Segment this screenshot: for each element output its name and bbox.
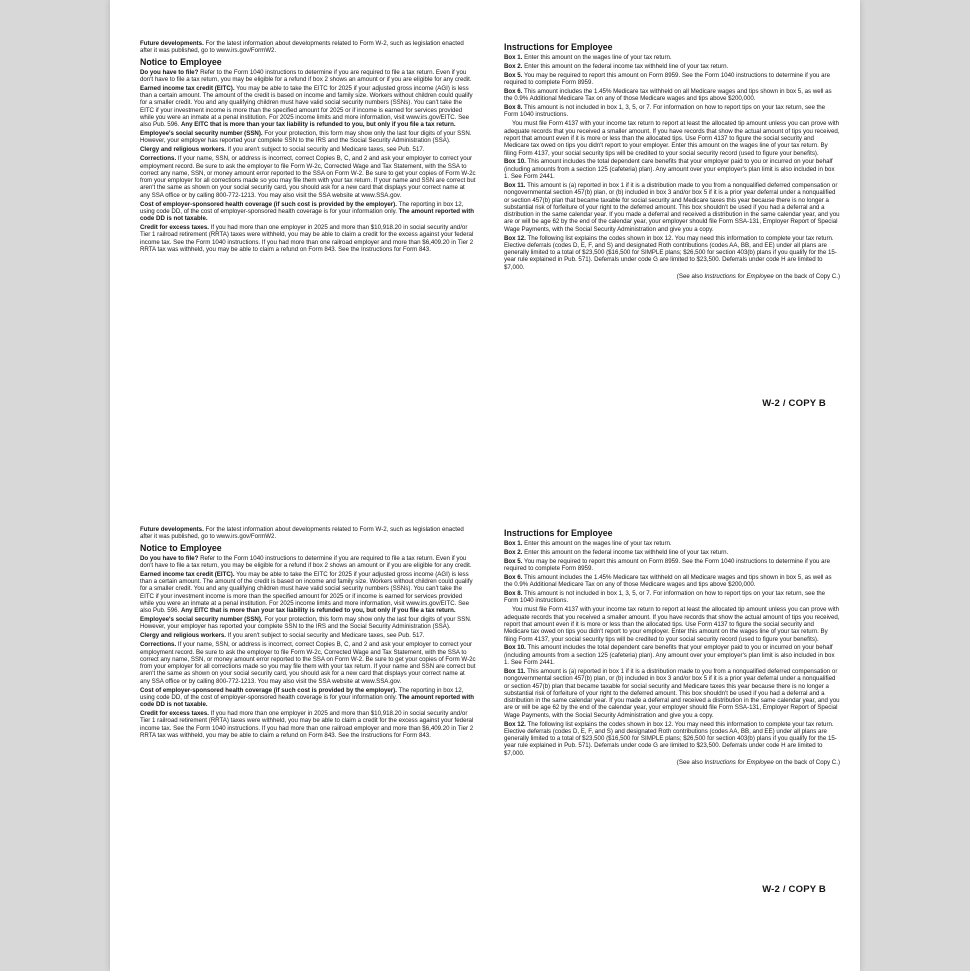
box10-paragraph: Box 10. This amount includes the total dependent care benefits that your employer paid to you or incurred on your behalf (including amounts from a section 125 (cafeteria) plan). Any amount over your employer's plan limit is also included in box 1. See Form 2441. — [504, 158, 835, 181]
box12-paragraph: Box 12. The following list explains the codes shown in box 12. You may need this information to complete your tax return. Elective deferrals (codes D, E, F, and S) and designated Roth contributions (codes AA, BB, and EE) under all plans are generally limited to a total of $23,500 ($16,500 for SIMPLE plans; $26,500 for section 403(b) plans if you qualify for the 15-year rule explained in Pub. 571). Deferrals under code G are limited to $23,500. Deferrals under code H are limited to $7,000. — [504, 720, 837, 757]
excess-taxes-paragraph: Credit for excess taxes. If you had more than one employer in 2025 and more than $10,918.20 in social security and/or Tier 1 railroad retirement (RRTA) taxes were withheld, you may be able to claim a credit for the excess against your federal income tax. See the Form 1040 instructions. If you had more than one railroad employer and more than $6,409.20 in Tier 2 RRTA tax was withheld, you may be able to claim a refund on Form 843. See the Instructions for Form 843. — [140, 224, 474, 253]
box1-paragraph: Box 1. Enter this amount on the wages line of your tax return. — [504, 54, 672, 61]
health-coverage-paragraph: Cost of employer-sponsored health coverage (if such cost is provided by the employer). The reporting in box 12, using code DD, of the cost of employer-sponsored health coverage is for your information only. The amount reported with code DD is not taxable. — [140, 200, 475, 223]
box10-paragraph: Box 10. This amount includes the total dependent care benefits that your employer paid to you or incurred on your behalf (including amounts from a section 125 (cafeteria) plan). Any amount over your employer's plan limit is also included in box 1. See Form 2441. — [504, 644, 835, 667]
instructions-column — [504, 526, 840, 768]
clergy-paragraph: Clergy and religious workers. If you aren't subject to social security and Medicare taxes, see Pub. 517. — [140, 146, 425, 154]
box6-paragraph: Box 6. This amount includes the 1.45% Medicare tax withheld on all Medicare wages and tips shown in box 5, as well as the 0.9% Additional Medicare Tax on any of those Medicare wages and tips above $200,000. — [504, 573, 832, 589]
ssn-paragraph: Employee's social security number (SSN). For your protection, this form may show only the last four digits of your SSN. However, your employer has reported your complete SSN to the IRS and the Social Security Administration (SSA). — [140, 616, 472, 631]
eitc-paragraph: Earned income tax credit (EITC). You may be able to take the EITC for 2025 if your adjusted gross income (AGI) is less than a certain amount. The amount of the credit is based on income and family size. Workers without children could qualify for a smaller credit. You and any qualifying children must have valid social security numbers (SSNs). You can't take the EITC if your investment income is more than the specified amount for 2025 or if income is earned for services provided while you were an inmate at a penal institution. For 2025 income limits and more information, visit www.irs.gov/EITC. See also Pub. 596. Any EITC that is more than your tax liability is refunded to you, but only if you file a tax return. — [140, 84, 473, 129]
box6-paragraph: Box 6. This amount includes the 1.45% Medicare tax withheld on all Medicare wages and tips shown in box 5, as well as the 0.9% Additional Medicare Tax on any of those Medicare wages and tips above $200,000. — [504, 87, 832, 103]
w2-copy-b-bottom — [110, 486, 860, 971]
file-paragraph: Do you have to file? Refer to the Form 1040 instructions to determine if you are required to file a tax return. Even if you don't have to file a tax return, you may be eligible for a refund if box 2 shows an amount or if you are eligible for any credit. — [140, 554, 472, 569]
notice-heading: Notice to Employee — [140, 56, 222, 67]
box12-paragraph: Box 12. The following list explains the codes shown in box 12. You may need this information to complete your tax return. Elective deferrals (codes D, E, F, and S) and designated Roth contributions (codes AA, BB, and EE) under all plans are generally limited to a total of $23,500 ($16,500 for SIMPLE plans; $26,500 for section 403(b) plans if you qualify for the 15-year rule explained in Pub. 571). Deferrals under code G are limited to $23,500. Deferrals under code H are limited to $7,000. — [504, 234, 837, 271]
clergy-paragraph: Clergy and religious workers. If you aren't subject to social security and Medicare taxes, see Pub. 517. — [140, 632, 425, 640]
see-also-note: (See also Instructions for Employee on the back of Copy C.) — [676, 758, 840, 766]
box5-paragraph: Box 5. You may be required to report this amount on Form 8959. See the Form 1040 instructions to determine if you are required to complete Form 8959. — [504, 557, 830, 573]
instructions-column — [504, 40, 840, 282]
box11-paragraph: Box 11. This amount is (a) reported in box 1 if it is a distribution made to you from a nonqualified deferred compensation or nongovernmental section 457(b) plan, or (b) included in box 3 and/or box 5 if it is a prior year deferral under a nonqualified or section 457(b) plan that became taxable for social security and Medicare taxes this year because there is no longer a substantial risk of forfeiture of your right to the deferred amount. This box shouldn't be used if you had a deferral and a distribution in the same calendar year. If you made a deferral and received a distribution in the same calendar year, and you are or will be age 62 by the end of the calendar year, your employer should file Form SSA-131, Employer Report of Special Wage Payments, with the Social Security Administration and give you a copy. — [504, 181, 840, 233]
copy-label: W-2 / COPY B — [762, 398, 826, 409]
box8-paragraph: Box 8. This amount is not included in box 1, 3, 5, or 7. For information on how to report tips on your tax return, see the Form 1040 instructions. — [504, 104, 826, 119]
see-also-note: (See also Instructions for Employee on the back of Copy C.) — [676, 272, 840, 280]
box8-paragraph-2: You must file Form 4137 with your income tax return to report at least the allocated tip amount unless you can prove with adequate records that you received a smaller amount. If you have records that show the actual amount of tips you received, report that amount even if it is more or less than the allocated tips. Use Form 4137 to figure the social security and Medicare tax owed on tips you didn't report to your employer. Enter this amount on the wages line of your tax return. By filing Form 4137, your social security tips will be credited to your social security record (used to figure your benefits). — [504, 606, 840, 643]
excess-taxes-paragraph: Credit for excess taxes. If you had more than one employer in 2025 and more than $10,918.20 in social security and/or Tier 1 railroad retirement (RRTA) taxes were withheld, you may be able to claim a credit for the excess against your federal income tax. See the Form 1040 instructions. If you had more than one railroad employer and more than $6,409.20 in Tier 2 RRTA tax was withheld, you may be able to claim a refund on Form 843. See the Instructions for Form 843. — [140, 710, 474, 739]
box8-paragraph-2: You must file Form 4137 with your income tax return to report at least the allocated tip amount unless you can prove with adequate records that you received a smaller amount. If you have records that show the actual amount of tips you received, report that amount even if it is more or less than the allocated tips. Use Form 4137 to figure the social security and Medicare tax owed on tips you didn't report to your employer. Enter this amount on the wages line of your tax return. By filing Form 4137, your social security tips will be credited to your social security record (used to figure your benefits). — [504, 120, 840, 157]
corrections-paragraph: Corrections. If your name, SSN, or address is incorrect, correct Copies B, C, and 2 and ask your employer to correct your employment record. Be sure to ask the employer to file Form W-2c, Corrected Wage and Tax Statement, with the SSA to correct any name, SSN, or money amount error reported to the SSA on Form W-2. Be sure to get your copies of Form W-2c from your employer for all corrections made so you may file them with your tax return. If your name and SSN are correct but aren't the same as shown on your social security card, you should ask for a new card that displays your correct name at any SSA office or by calling 800-772-1213. You may also visit the SSA website at www.SSA.gov. — [140, 155, 476, 199]
box8-paragraph: Box 8. This amount is not included in box 1, 3, 5, or 7. For information on how to report tips on your tax return, see the Form 1040 instructions. — [504, 590, 826, 605]
box1-paragraph: Box 1. Enter this amount on the wages line of your tax return. — [504, 540, 672, 547]
box2-paragraph: Box 2. Enter this amount on the federal income tax withheld line of your tax return. — [504, 62, 729, 70]
file-paragraph: Do you have to file? Refer to the Form 1040 instructions to determine if you are required to file a tax return. Even if you don't have to file a tax return, you may be eligible for a refund if box 2 shows an amount or if you are eligible for any credit. — [140, 68, 472, 83]
notice-column — [140, 526, 476, 741]
health-coverage-paragraph: Cost of employer-sponsored health coverage (if such cost is provided by the employer). The reporting in box 12, using code DD, of the cost of employer-sponsored health coverage is for your information only. The amount reported with code DD is not taxable. — [140, 686, 475, 709]
document-page — [110, 0, 860, 971]
future-developments: Future developments. For the latest information about developments related to Form W-2, such as legislation enacted after it was published, go to www.irs.gov/FormW2. — [140, 40, 464, 55]
instructions-heading: Instructions for Employee — [504, 528, 613, 538]
w2-copy-b-top — [110, 0, 860, 485]
notice-heading: Notice to Employee — [140, 542, 222, 553]
box5-paragraph: Box 5. You may be required to report this amount on Form 8959. See the Form 1040 instructions to determine if you are required to complete Form 8959. — [504, 71, 830, 87]
eitc-paragraph: Earned income tax credit (EITC). You may be able to take the EITC for 2025 if your adjusted gross income (AGI) is less than a certain amount. The amount of the credit is based on income and family size. Workers without children could qualify for a smaller credit. You and any qualifying children must have valid social security numbers (SSNs). You can't take the EITC if your investment income is more than the specified amount for 2025 or if income is earned for services provided while you were an inmate at a penal institution. For 2025 income limits and more information, visit www.irs.gov/EITC. See also Pub. 596. Any EITC that is more than your tax liability is refunded to you, but only if you file a tax return. — [140, 570, 473, 615]
instructions-heading: Instructions for Employee — [504, 42, 613, 52]
box11-paragraph: Box 11. This amount is (a) reported in box 1 if it is a distribution made to you from a nonqualified deferred compensation or nongovernmental section 457(b) plan, or (b) included in box 3 and/or box 5 if it is a prior year deferral under a nonqualified or section 457(b) plan that became taxable for social security and Medicare taxes this year because there is no longer a substantial risk of forfeiture of your right to the deferred amount. This box shouldn't be used if you had a deferral and a distribution in the same calendar year. If you made a deferral and received a distribution in the same calendar year, and you are or will be age 62 by the end of the calendar year, your employer should file Form SSA-131, Employer Report of Special Wage Payments, with the Social Security Administration and give you a copy. — [504, 667, 840, 719]
corrections-paragraph: Corrections. If your name, SSN, or address is incorrect, correct Copies B, C, and 2 and ask your employer to correct your employment record. Be sure to ask the employer to file Form W-2c, Corrected Wage and Tax Statement, with the SSA to correct any name, SSN, or money amount error reported to the SSA on Form W-2. Be sure to get your copies of Form W-2c from your employer for all corrections made so you may file them with your tax return. If your name and SSN are correct but aren't the same as shown on your social security card, you should ask for a new card that displays your correct name at any SSA office or by calling 800-772-1213. You may also visit the SSA website at www.SSA.gov. — [140, 641, 476, 685]
future-developments: Future developments. For the latest information about developments related to Form W-2, such as legislation enacted after it was published, go to www.irs.gov/FormW2. — [140, 526, 464, 541]
ssn-paragraph: Employee's social security number (SSN). For your protection, this form may show only the last four digits of your SSN. However, your employer has reported your complete SSN to the IRS and the Social Security Administration (SSA). — [140, 130, 472, 145]
copy-label: W-2 / COPY B — [762, 884, 826, 895]
box2-paragraph: Box 2. Enter this amount on the federal income tax withheld line of your tax return. — [504, 548, 729, 556]
notice-column — [140, 40, 476, 255]
